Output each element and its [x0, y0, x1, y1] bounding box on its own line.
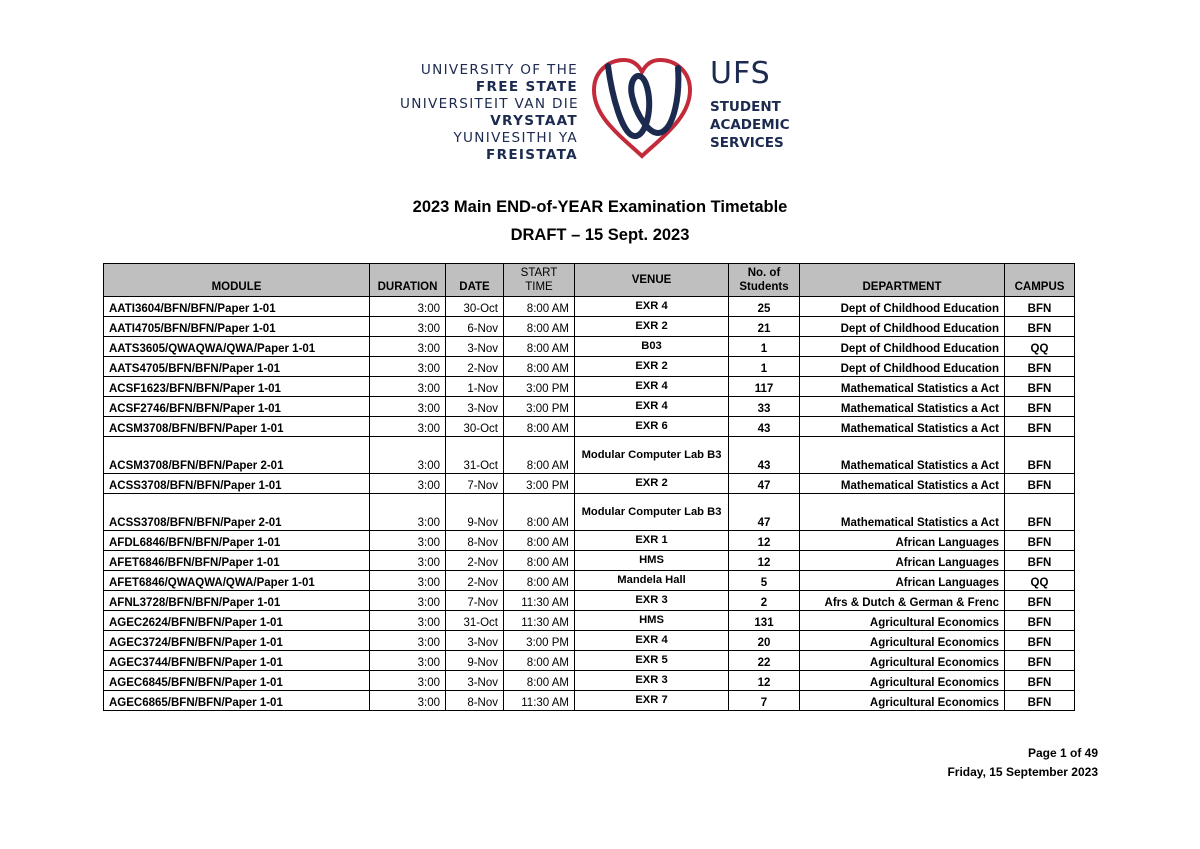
cell-campus: BFN	[1005, 611, 1075, 631]
cell-start-time: 3:00 PM	[504, 397, 575, 417]
cell-date: 2-Nov	[446, 551, 504, 571]
cell-start-time: 8:00 AM	[504, 531, 575, 551]
cell-campus: BFN	[1005, 474, 1075, 494]
cell-campus: BFN	[1005, 691, 1075, 711]
cell-department: Dept of Childhood Education	[800, 337, 1005, 357]
ufs-logo	[400, 56, 820, 166]
cell-module: AFDL6846/BFN/BFN/Paper 1-01	[104, 531, 370, 551]
cell-duration: 3:00	[370, 551, 446, 571]
unit-line-2: SERVICES	[710, 135, 784, 151]
cell-department: Mathematical Statistics a Act	[800, 437, 1005, 474]
cell-students: 12	[729, 671, 800, 691]
cell-department: African Languages	[800, 551, 1005, 571]
cell-date: 8-Nov	[446, 691, 504, 711]
cell-duration: 3:00	[370, 571, 446, 591]
cell-start-time: 11:30 AM	[504, 611, 575, 631]
cell-department: African Languages	[800, 571, 1005, 591]
table-row	[104, 571, 1075, 591]
cell-campus: BFN	[1005, 651, 1075, 671]
col-venue: VENUE	[575, 264, 729, 297]
cell-venue: EXR 2	[575, 317, 729, 337]
table-row	[104, 531, 1075, 551]
cell-module: AATI4705/BFN/BFN/Paper 1-01	[104, 317, 370, 337]
cell-date: 7-Nov	[446, 591, 504, 611]
page-number: Page 1 of 49	[1027, 746, 1098, 760]
cell-campus: QQ	[1005, 337, 1075, 357]
cell-campus: BFN	[1005, 397, 1075, 417]
cell-module: AGEC3724/BFN/BFN/Paper 1-01	[104, 631, 370, 651]
cell-start-time: 8:00 AM	[504, 437, 575, 474]
cell-department: Mathematical Statistics a Act	[800, 474, 1005, 494]
cell-venue: EXR 4	[575, 297, 729, 317]
cell-module: ACSS3708/BFN/BFN/Paper 1-01	[104, 474, 370, 494]
cell-duration: 3:00	[370, 671, 446, 691]
cell-venue: EXR 1	[575, 531, 729, 551]
cell-venue: EXR 3	[575, 671, 729, 691]
cell-module: ACSF1623/BFN/BFN/Paper 1-01	[104, 377, 370, 397]
cell-campus: BFN	[1005, 671, 1075, 691]
ufs-heart-emblem-icon	[588, 56, 696, 161]
cell-venue: Modular Computer Lab B3	[575, 437, 729, 474]
cell-module: AATS4705/BFN/BFN/Paper 1-01	[104, 357, 370, 377]
uni-line: UNIVERSITY OF THE	[420, 62, 578, 78]
cell-campus: BFN	[1005, 437, 1075, 474]
cell-start-time: 8:00 AM	[504, 417, 575, 437]
cell-module: AATI3604/BFN/BFN/Paper 1-01	[104, 297, 370, 317]
cell-venue: EXR 6	[575, 417, 729, 437]
col-module: MODULE	[104, 264, 370, 297]
cell-duration: 3:00	[370, 357, 446, 377]
table-body	[104, 297, 1075, 711]
cell-start-time: 8:00 AM	[504, 571, 575, 591]
table-row	[104, 494, 1075, 531]
cell-duration: 3:00	[370, 397, 446, 417]
cell-start-time: 8:00 AM	[504, 337, 575, 357]
cell-students: 5	[729, 571, 800, 591]
cell-venue: EXR 2	[575, 357, 729, 377]
col-campus: CAMPUS	[1005, 264, 1075, 297]
col-department: DEPARTMENT	[800, 264, 1005, 297]
cell-department: Dept of Childhood Education	[800, 317, 1005, 337]
cell-module: AGEC6845/BFN/BFN/Paper 1-01	[104, 671, 370, 691]
cell-campus: BFN	[1005, 417, 1075, 437]
cell-students: 117	[729, 377, 800, 397]
cell-venue: Mandela Hall	[575, 571, 729, 591]
cell-module: ACSM3708/BFN/BFN/Paper 1-01	[104, 417, 370, 437]
cell-module: AGEC3744/BFN/BFN/Paper 1-01	[104, 651, 370, 671]
cell-venue: EXR 4	[575, 377, 729, 397]
cell-venue: HMS	[575, 551, 729, 571]
table-row	[104, 631, 1075, 651]
table-row	[104, 591, 1075, 611]
unit-line-1: STUDENT ACADEMIC	[710, 99, 790, 133]
print-date: Friday, 15 September 2023	[947, 765, 1098, 779]
cell-department: Afrs & Dutch & German & Frenc	[800, 591, 1005, 611]
uni-line: FREE STATE	[475, 79, 578, 95]
cell-students: 7	[729, 691, 800, 711]
cell-date: 3-Nov	[446, 631, 504, 651]
cell-students: 2	[729, 591, 800, 611]
cell-module: AGEC6865/BFN/BFN/Paper 1-01	[104, 691, 370, 711]
cell-duration: 3:00	[370, 494, 446, 531]
unit-name	[710, 98, 820, 152]
cell-date: 6-Nov	[446, 317, 504, 337]
table-row	[104, 297, 1075, 317]
table-row	[104, 397, 1075, 417]
cell-duration: 3:00	[370, 437, 446, 474]
cell-venue: HMS	[575, 611, 729, 631]
uni-line: UNIVERSITEIT VAN DIE	[400, 96, 579, 112]
cell-date: 9-Nov	[446, 494, 504, 531]
cell-department: Mathematical Statistics a Act	[800, 417, 1005, 437]
cell-campus: BFN	[1005, 357, 1075, 377]
cell-start-time: 8:00 AM	[504, 297, 575, 317]
cell-department: Mathematical Statistics a Act	[800, 377, 1005, 397]
cell-campus: BFN	[1005, 297, 1075, 317]
cell-students: 22	[729, 651, 800, 671]
cell-date: 1-Nov	[446, 377, 504, 397]
cell-start-time: 11:30 AM	[504, 591, 575, 611]
cell-students: 47	[729, 494, 800, 531]
cell-module: AATS3605/QWAQWA/QWA/Paper 1-01	[104, 337, 370, 357]
cell-date: 2-Nov	[446, 357, 504, 377]
cell-venue: EXR 7	[575, 691, 729, 711]
uni-line: FREISTATA	[485, 147, 578, 163]
cell-duration: 3:00	[370, 377, 446, 397]
cell-start-time: 8:00 AM	[504, 357, 575, 377]
col-date: DATE	[446, 264, 504, 297]
cell-date: 3-Nov	[446, 337, 504, 357]
cell-students: 1	[729, 337, 800, 357]
col-start-time: START TIME	[504, 264, 575, 297]
cell-duration: 3:00	[370, 691, 446, 711]
cell-start-time: 8:00 AM	[504, 651, 575, 671]
cell-module: AFET6846/QWAQWA/QWA/Paper 1-01	[104, 571, 370, 591]
cell-duration: 3:00	[370, 611, 446, 631]
cell-module: ACSF2746/BFN/BFN/Paper 1-01	[104, 397, 370, 417]
cell-department: Dept of Childhood Education	[800, 357, 1005, 377]
ufs-brand: UFS	[710, 56, 771, 91]
table-row	[104, 691, 1075, 711]
table-row	[104, 357, 1075, 377]
cell-duration: 3:00	[370, 317, 446, 337]
cell-module: AFET6846/BFN/BFN/Paper 1-01	[104, 551, 370, 571]
cell-duration: 3:00	[370, 474, 446, 494]
cell-venue: EXR 4	[575, 397, 729, 417]
cell-department: Agricultural Economics	[800, 671, 1005, 691]
table-row	[104, 551, 1075, 571]
cell-start-time: 3:00 PM	[504, 377, 575, 397]
cell-start-time: 8:00 AM	[504, 671, 575, 691]
cell-department: African Languages	[800, 531, 1005, 551]
cell-date: 30-Oct	[446, 297, 504, 317]
cell-students: 12	[729, 531, 800, 551]
cell-module: AGEC2624/BFN/BFN/Paper 1-01	[104, 611, 370, 631]
cell-venue: EXR 4	[575, 631, 729, 651]
cell-campus: BFN	[1005, 317, 1075, 337]
cell-venue: EXR 3	[575, 591, 729, 611]
table-row	[104, 417, 1075, 437]
cell-venue: B03	[575, 337, 729, 357]
table-row	[104, 437, 1075, 474]
cell-module: ACSM3708/BFN/BFN/Paper 2-01	[104, 437, 370, 474]
cell-campus: BFN	[1005, 377, 1075, 397]
exam-timetable	[103, 263, 1075, 711]
table-row	[104, 337, 1075, 357]
cell-department: Mathematical Statistics a Act	[800, 494, 1005, 531]
table-row	[104, 651, 1075, 671]
cell-campus: BFN	[1005, 551, 1075, 571]
cell-start-time: 3:00 PM	[504, 474, 575, 494]
cell-duration: 3:00	[370, 531, 446, 551]
cell-start-time: 11:30 AM	[504, 691, 575, 711]
cell-students: 25	[729, 297, 800, 317]
cell-date: 3-Nov	[446, 397, 504, 417]
university-name	[400, 62, 578, 164]
page-subtitle: DRAFT – 15 Sept. 2023	[510, 226, 690, 244]
uni-line: VRYSTAAT	[490, 113, 578, 129]
cell-duration: 3:00	[370, 337, 446, 357]
cell-duration: 3:00	[370, 651, 446, 671]
cell-students: 20	[729, 631, 800, 651]
cell-students: 43	[729, 417, 800, 437]
cell-department: Dept of Childhood Education	[800, 297, 1005, 317]
cell-start-time: 8:00 AM	[504, 317, 575, 337]
cell-start-time: 3:00 PM	[504, 631, 575, 651]
cell-module: ACSS3708/BFN/BFN/Paper 2-01	[104, 494, 370, 531]
cell-date: 9-Nov	[446, 651, 504, 671]
cell-duration: 3:00	[370, 417, 446, 437]
cell-date: 8-Nov	[446, 531, 504, 551]
cell-date: 31-Oct	[446, 437, 504, 474]
cell-students: 131	[729, 611, 800, 631]
cell-campus: BFN	[1005, 531, 1075, 551]
cell-students: 33	[729, 397, 800, 417]
cell-department: Mathematical Statistics a Act	[800, 397, 1005, 417]
cell-date: 30-Oct	[446, 417, 504, 437]
cell-students: 47	[729, 474, 800, 494]
cell-date: 31-Oct	[446, 611, 504, 631]
cell-department: Agricultural Economics	[800, 631, 1005, 651]
cell-department: Agricultural Economics	[800, 651, 1005, 671]
uni-line: YUNIVESITHI YA	[453, 130, 578, 146]
col-duration: DURATION	[370, 264, 446, 297]
cell-date: 3-Nov	[446, 671, 504, 691]
table-row	[104, 474, 1075, 494]
cell-department: Agricultural Economics	[800, 611, 1005, 631]
table-row	[104, 611, 1075, 631]
cell-venue: EXR 2	[575, 474, 729, 494]
table-row	[104, 317, 1075, 337]
table-row	[104, 377, 1075, 397]
cell-venue: Modular Computer Lab B3	[575, 494, 729, 531]
cell-campus: BFN	[1005, 631, 1075, 651]
cell-date: 7-Nov	[446, 474, 504, 494]
cell-department: Agricultural Economics	[800, 691, 1005, 711]
cell-date: 2-Nov	[446, 571, 504, 591]
cell-campus: BFN	[1005, 591, 1075, 611]
cell-duration: 3:00	[370, 591, 446, 611]
table-row	[104, 671, 1075, 691]
cell-students: 1	[729, 357, 800, 377]
cell-campus: QQ	[1005, 571, 1075, 591]
cell-duration: 3:00	[370, 297, 446, 317]
cell-start-time: 8:00 AM	[504, 494, 575, 531]
cell-students: 12	[729, 551, 800, 571]
cell-campus: BFN	[1005, 494, 1075, 531]
cell-start-time: 8:00 AM	[504, 551, 575, 571]
header-row	[104, 264, 1075, 297]
col-students: No. of Students	[729, 264, 800, 297]
cell-venue: EXR 5	[575, 651, 729, 671]
page-title: 2023 Main END-of-YEAR Examination Timetable	[412, 198, 788, 216]
cell-students: 21	[729, 317, 800, 337]
cell-students: 43	[729, 437, 800, 474]
cell-module: AFNL3728/BFN/BFN/Paper 1-01	[104, 591, 370, 611]
cell-duration: 3:00	[370, 631, 446, 651]
